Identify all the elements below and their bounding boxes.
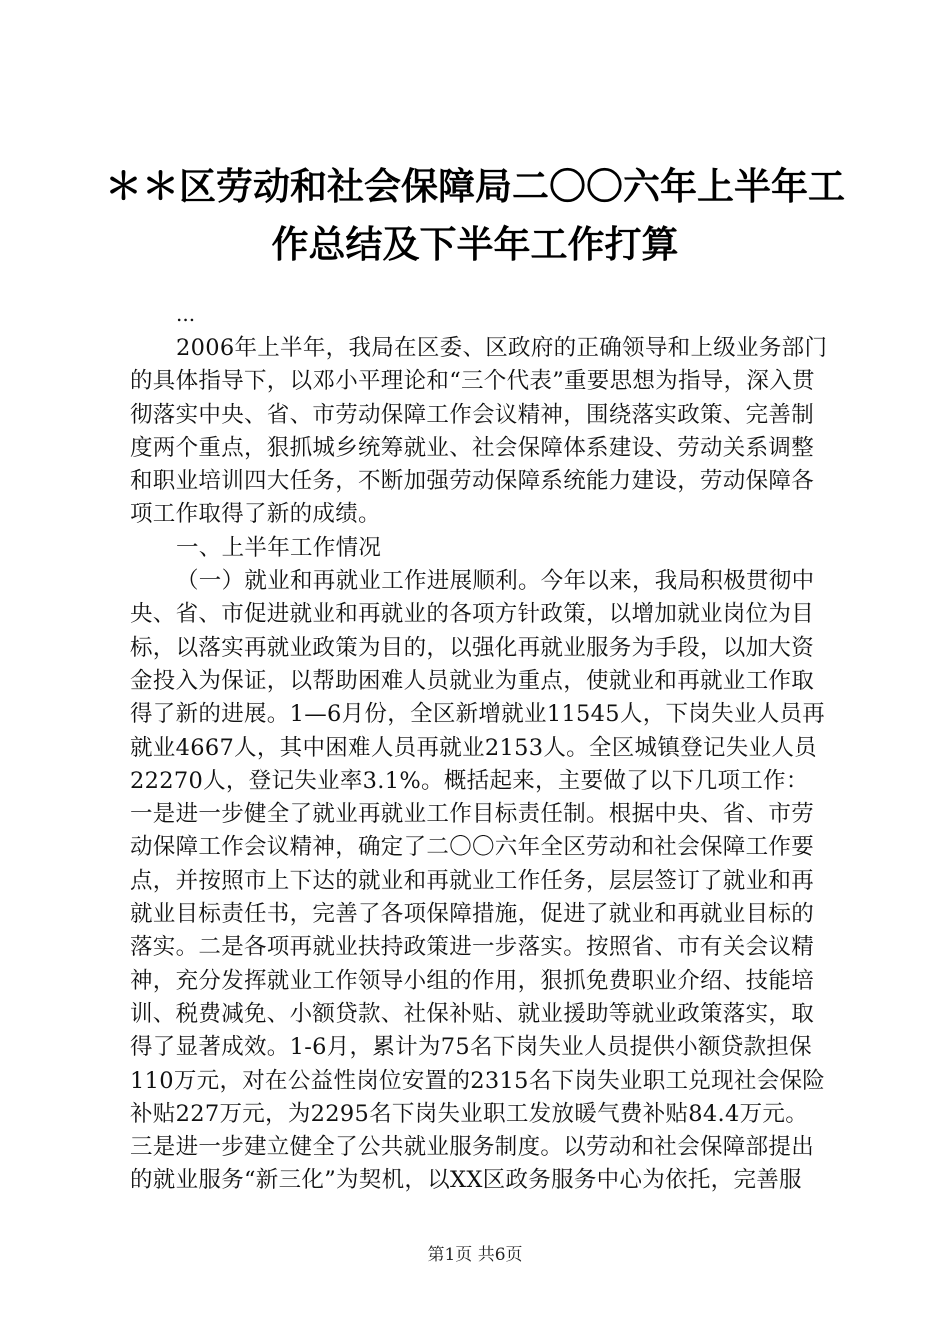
intro-paragraph: 2006年上半年，我局在区委、区政府的正确领导和上级业务部门的具体指导下，以邓小平理论和“三个代表”重要思想为指导，深入贯彻落实中央、省、市劳动保障工作会议精神，围绕落实政策、完善制度两个重点，狠抓城乡统筹就业、社会保障体系建设、劳动关系调整和职业培训四大任务，不断加强劳动保障系统能力建设，劳动保障各项工作取得了新的成绩。 xyxy=(130,335,828,528)
body-paragraph: （一）就业和再就业工作进展顺利。今年以来，我局积极贯彻中央、省、市促进就业和再就业的各项方针政策，以增加就业岗位为目标，以落实再就业政策为目的，以强化再就业服务为手段，以加大资金投入为保证，以帮助困难人员就业为重点，使就业和再就业工作取得了新的进展。1—6月份，全区新增就业11545人，下岗失业人员再就业4667人，其中困难人员再就业2153人。全区城镇登记失业人员22270人，登记失业率3.1%。概括起来，主要做了以下几项工作：一是进一步健全了就业再就业工作目标责任制。根据中央、省、市劳动保障工作会议精神，确定了二〇〇六年全区劳动和社会保障工作要点，并按照市上下达的就业和再就业工作任务，层层签订了就业和再就业目标责任书，完善了各项保障措施，促进了就业和再就业目标的落实。二是各项再就业扶持政策进一步落实。按照省、市有关会议精神，充分发挥就业工作领导小组的作用，狠抓免费职业介绍、技能培训、税费减免、小额贷款、社保补贴、就业援助等就业政策落实，取得了显著成效。1-6月，累计为75名下岗失业人员提供小额贷款担保110万元，对在公益性岗位安置的2315名下岗失业职工兑现社会保险补贴227万元，为2295名下岗失业职工发放暖气费补贴84.4万元。三是进一步建立健全了公共就业服务制度。以劳动和社会保障部提出的就业服务“新三化”为契机，以XX区政务服务中心为依托，完善服 xyxy=(130,568,826,1194)
document-body xyxy=(130,332,830,1198)
page-footer: 第1页 共6页 xyxy=(427,1245,523,1265)
section-heading: 一、上半年工作情况 xyxy=(176,534,382,561)
document-title-line-1: ＊＊区劳动和社会保障局二〇〇六年上半年工 xyxy=(105,164,845,208)
document-title-line-2: 作总结及下半年工作打算 xyxy=(271,222,679,266)
ellipsis-marker: ... xyxy=(176,302,196,326)
